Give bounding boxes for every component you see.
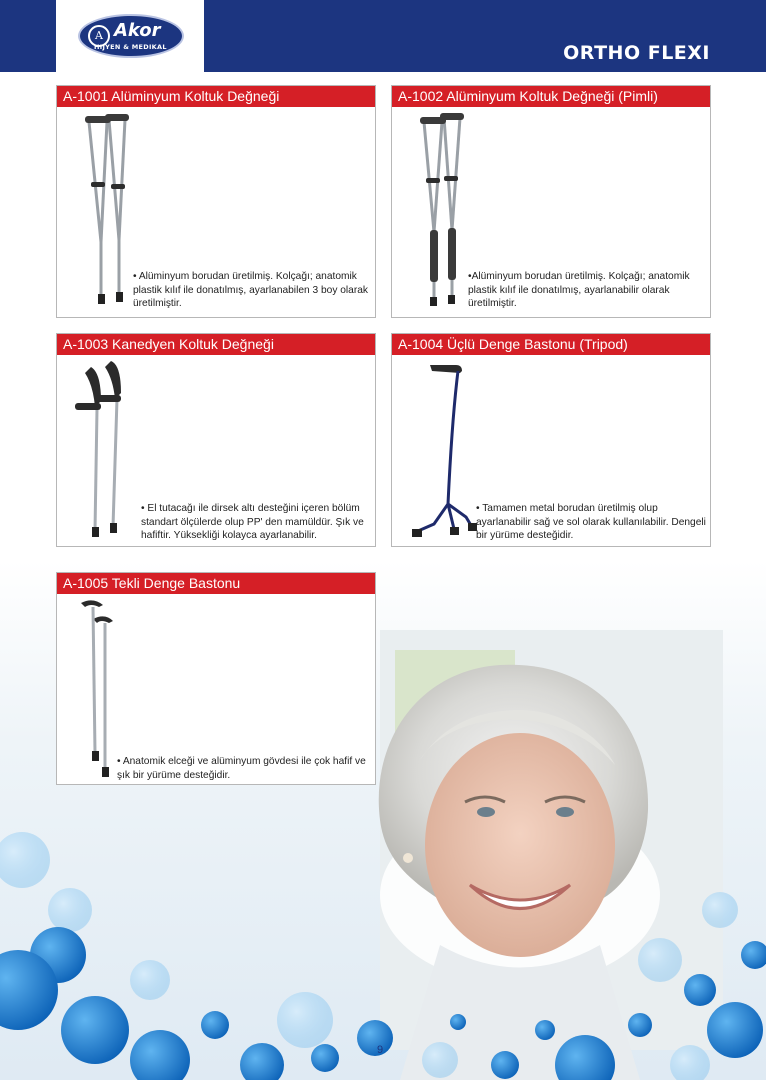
akor-logo — [78, 14, 184, 58]
product-description: • Tamamen metal borudan üretilmiş olup ayarlanabilir sağ ve sol olarak kullanılabilir. Dengeli bir yürüme desteğidir. — [476, 503, 706, 541]
crutch-pair-pin-icon — [414, 112, 474, 312]
brand-title: ORTHO FLEXI — [563, 42, 710, 64]
logo-container — [56, 0, 204, 72]
tripod-cane-icon — [404, 359, 484, 544]
logo-name: Akor — [114, 20, 161, 41]
product-title: A-1002 Alüminyum Koltuk Değneği (Pimli) — [392, 86, 710, 107]
product-title: A-1005 Tekli Denge Bastonu — [57, 573, 375, 594]
product-card-a1003 — [56, 333, 376, 547]
product-card-a1001 — [56, 85, 376, 318]
product-title: A-1004 Üçlü Denge Bastonu (Tripod) — [392, 334, 710, 355]
header-bar — [0, 0, 766, 72]
logo-mark-icon: A — [88, 25, 110, 47]
product-description: • Anatomik elceği ve alüminyum gövdesi ile çok hafif ve şık bir yürüme desteğidir. — [117, 756, 366, 781]
crutch-pair-icon — [79, 112, 139, 312]
product-description: • El tutacağı ile dirsek altı desteğini içeren bölüm standart ölçülerde olup PP' den mamüldür. Şık ve hafiftir. Yüksekliği kolayca ayarlanabilir. — [141, 503, 364, 541]
product-card-a1004 — [391, 333, 711, 547]
page-number: 9 — [377, 1044, 384, 1056]
product-title: A-1001 Alüminyum Koltuk Değneği — [57, 86, 375, 107]
product-card-a1002 — [391, 85, 711, 318]
product-title: A-1003 Kanedyen Koltuk Değneği — [57, 334, 375, 355]
product-description: • Alüminyum borudan üretilmiş. Kolçağı; anatomik plastik kılıf ile donatılmış, ayarlanabilen 3 boy olarak üretilmiştir. — [133, 271, 368, 309]
product-card-a1005 — [56, 572, 376, 785]
product-description: •Alüminyum borudan üretilmiş. Kolçağı; anatomik plastik kılıf ile donatılmış, ayarlanabilir olarak üretilmiştir. — [468, 271, 690, 309]
forearm-crutch-icon — [71, 359, 141, 544]
logo-subtitle: HIJYEN & MEDIKAL — [94, 43, 167, 51]
